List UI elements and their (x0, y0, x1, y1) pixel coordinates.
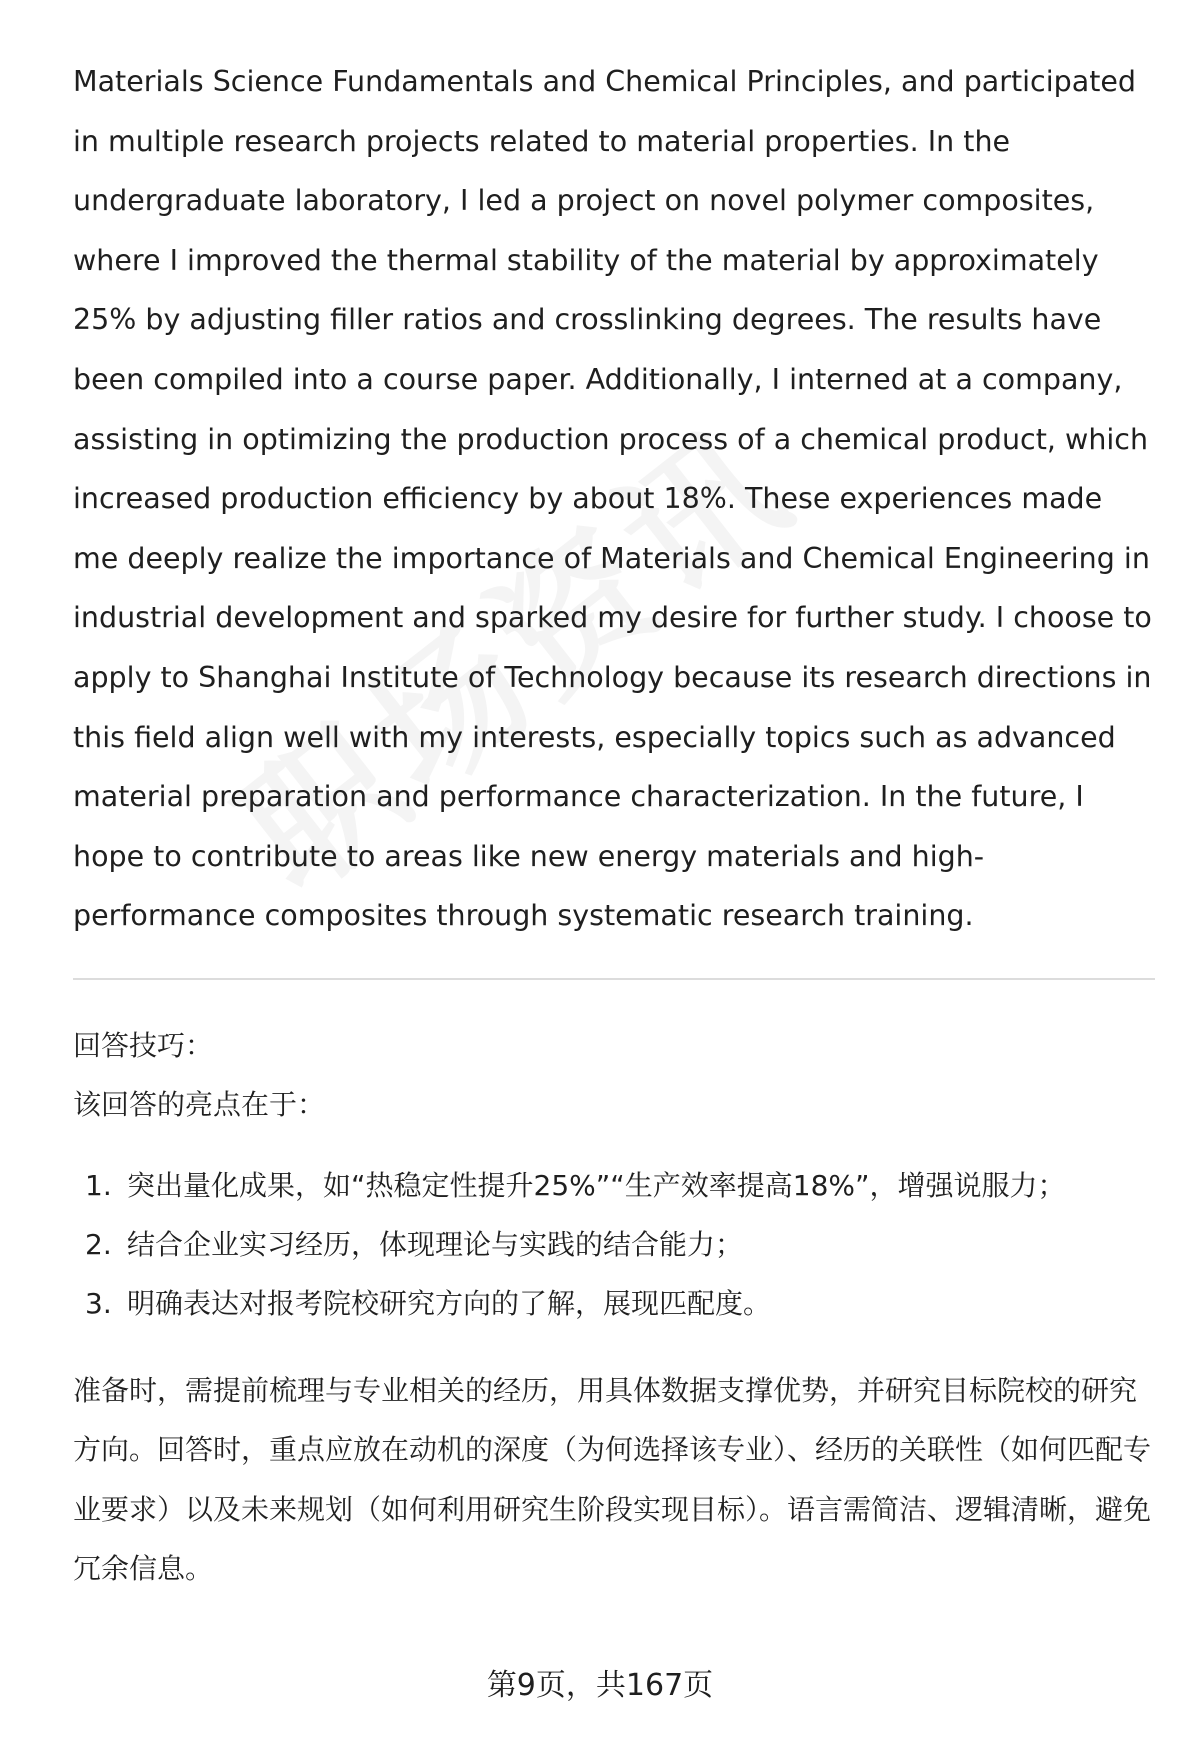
list-item-number: 3. (85, 1286, 112, 1320)
list-item (73, 1274, 1155, 1333)
tips-heading: 回答技巧： (73, 1028, 214, 1062)
section-divider (73, 978, 1155, 980)
list-item-number: 1. (85, 1168, 112, 1202)
list-item-text: 结合企业实习经历，体现理论与实践的结合能力； (127, 1227, 744, 1261)
list-item-number: 2. (85, 1227, 112, 1261)
list-item (73, 1215, 1155, 1274)
page-content (73, 52, 1155, 1599)
essay-paragraph: Materials Science Fundamentals and Chemical Principles, and participated in multiple research projects related to material properties. In the undergraduate laboratory, I led a project on novel polymer composites, where I improved the thermal stability of the material by approximately 25% by adjusting filler ratios and crosslinking degrees. The results have been compiled into a course paper. Additionally, I interned at a company, assisting in optimizing the production process of a chemical product, which increased production efficiency by about 18%. These experiences made me deeply realize the importance of Materials and Chemical Engineering in industrial development and sparked my desire for further study. I choose to apply to Shanghai Institute of Technology because its research directions in this field align well with my interests, especially topics such as advanced material preparation and performance characterization. In the future, I hope to contribute to areas like new energy materials and high-performance composites through systematic research training. (73, 65, 1152, 933)
tips-list (73, 1156, 1155, 1333)
tips-intro: 该回答的亮点在于： (73, 1087, 326, 1121)
page-number: 第9页，共167页 (486, 1668, 714, 1703)
preparation-paragraph: 准备时，需提前梳理与专业相关的经历，用具体数据支撑优势，并研究目标院校的研究方向。回答时，重点应放在动机的深度（为何选择该专业）、经历的关联性（如何匹配专业要求）以及未来规划（如何利用研究生阶段实现目标）。语言需简洁、逻辑清晰，避免冗余信息。 (73, 1373, 1152, 1586)
list-item-text: 明确表达对报考院校研究方向的了解，展现匹配度。 (127, 1286, 772, 1320)
list-item-text: 突出量化成果，如“热稳定性提升25%”“生产效率提高18%”，增强说服力； (127, 1168, 1066, 1202)
list-item (73, 1156, 1155, 1215)
